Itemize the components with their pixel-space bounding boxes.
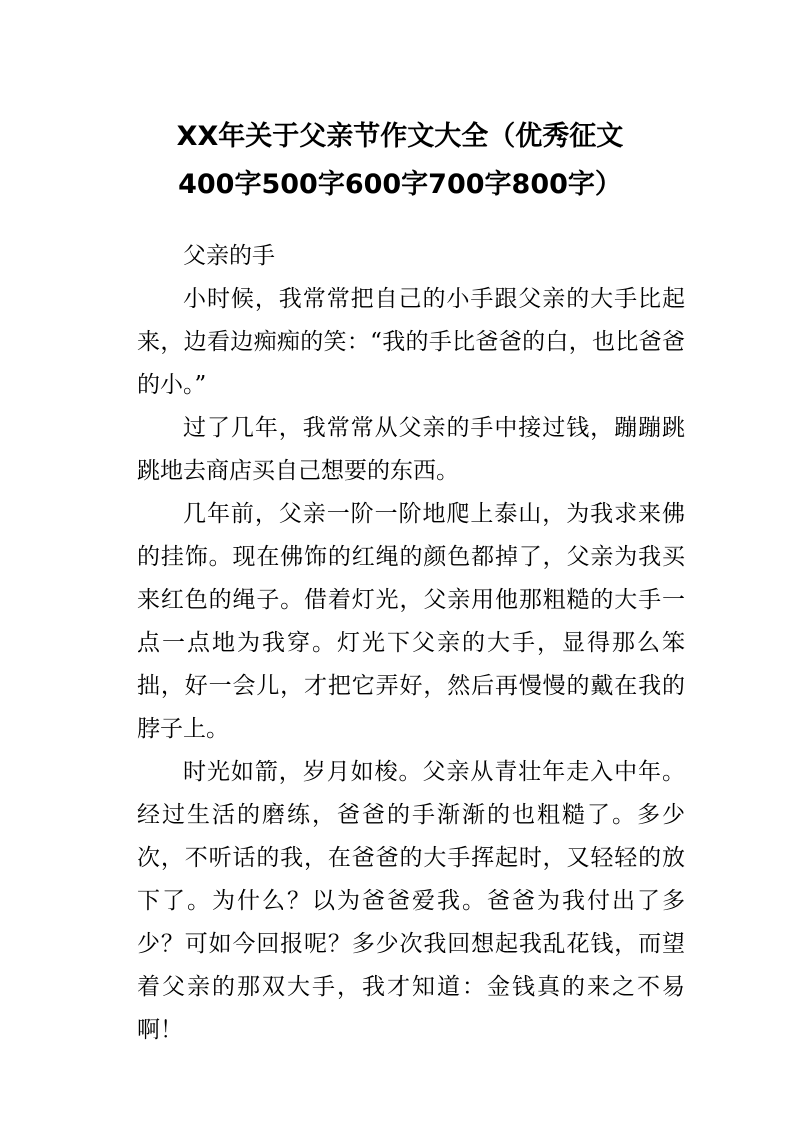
document-body xyxy=(137,235,685,1052)
document-title xyxy=(100,113,700,209)
paragraph: 小时候，我常常把自己的小手跟父亲的大手比起来，边看边痴痴的笑：“我的手比爸爸的白，也比爸爸的小。” xyxy=(137,286,685,398)
paragraph: 几年前，父亲一阶一阶地爬上泰山，为我求来佛的挂饰。现在佛饰的红绳的颜色都掉了，父亲为我买来红色的绳子。借着灯光，父亲用他那粗糙的大手一点一点地为我穿。灯光下父亲的大手，显得那么笨拙，好一会儿，才把它弄好，然后再慢慢的戴在我的脖子上。 xyxy=(137,501,685,742)
essay-heading: 父亲的手 xyxy=(183,243,275,269)
title-line-2: 400字500字600字700字800字） xyxy=(178,169,622,201)
paragraph: 过了几年，我常常从父亲的手中接过钱，蹦蹦跳跳地去商店买自己想要的东西。 xyxy=(137,415,685,484)
title-line-1: XX年关于父亲节作文大全（优秀征文 xyxy=(176,121,624,153)
paragraph: 时光如箭，岁月如梭。父亲从青壮年走入中年。经过生活的磨练，爸爸的手渐渐的也粗糙了。多少次，不听话的我，在爸爸的大手挥起时，又轻轻的放下了。为什么？以为爸爸爱我。爸爸为我付出了多少？可如今回报呢？多少次我回想起我乱花钱，而望着父亲的那双大手，我才知道：金钱真的来之不易啊！ xyxy=(137,759,685,1043)
